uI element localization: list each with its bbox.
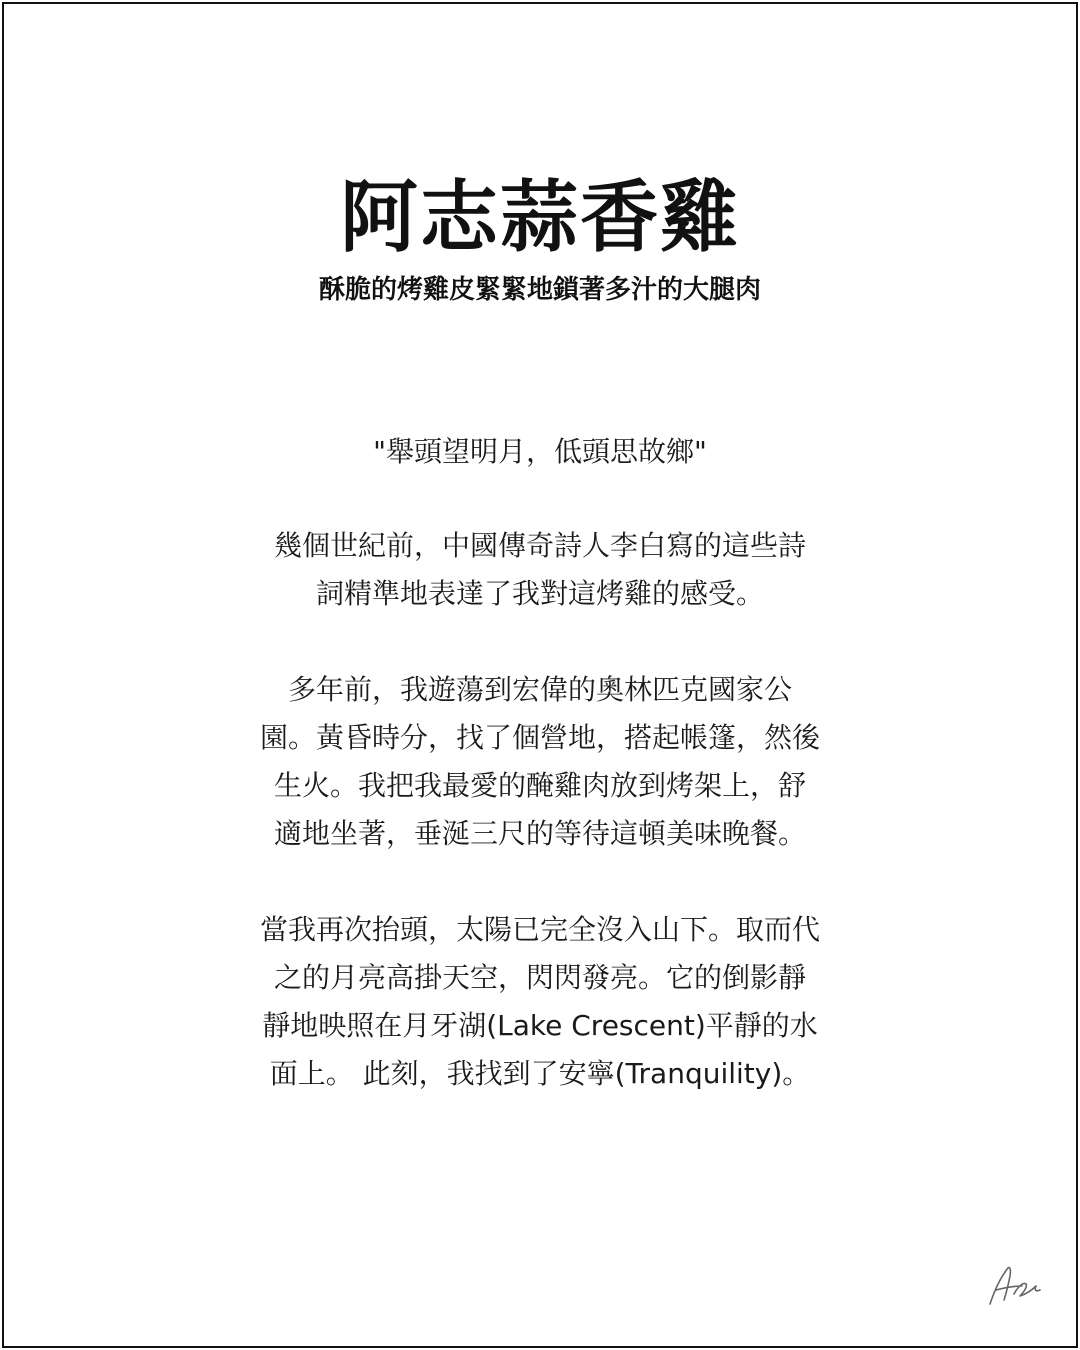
- paragraph-2: [240, 666, 840, 858]
- paragraph-3: [240, 906, 840, 1098]
- paragraph-line: 生火。我把我最愛的醃雞肉放到烤架上，舒: [273, 769, 806, 802]
- paragraph-line: 靜地映照在月牙湖(Lake Crescent)平靜的水: [262, 1009, 818, 1042]
- paragraph-line: 多年前，我遊蕩到宏偉的奧林匹克國家公: [287, 673, 792, 706]
- poem-quote: "舉頭望明月，低頭思故鄉": [373, 435, 707, 468]
- page-subtitle: 酥脆的烤雞皮緊緊地鎖著多汁的大腿肉: [318, 275, 761, 305]
- page-title: 阿志蒜香雞: [339, 173, 740, 263]
- paragraph-line: 當我再次抬頭，太陽已完全沒入山下。取而代: [259, 913, 820, 946]
- paragraph-1: [240, 522, 840, 618]
- paragraph-line: 面上。 此刻，我找到了安寧(Tranquility)。: [269, 1057, 811, 1090]
- paragraph-line: 幾個世紀前，中國傳奇詩人李白寫的這些詩: [273, 529, 806, 562]
- signature-icon: [984, 1256, 1048, 1310]
- paragraph-line: 適地坐著，垂涎三尺的等待這頓美味晚餐。: [273, 817, 806, 850]
- paragraph-line: 之的月亮高掛天空，閃閃發亮。它的倒影靜: [273, 961, 806, 994]
- paragraph-line: 詞精準地表達了我對這烤雞的感受。: [315, 577, 764, 610]
- paragraph-line: 園。黃昏時分，找了個營地，搭起帳篷，然後: [259, 721, 820, 754]
